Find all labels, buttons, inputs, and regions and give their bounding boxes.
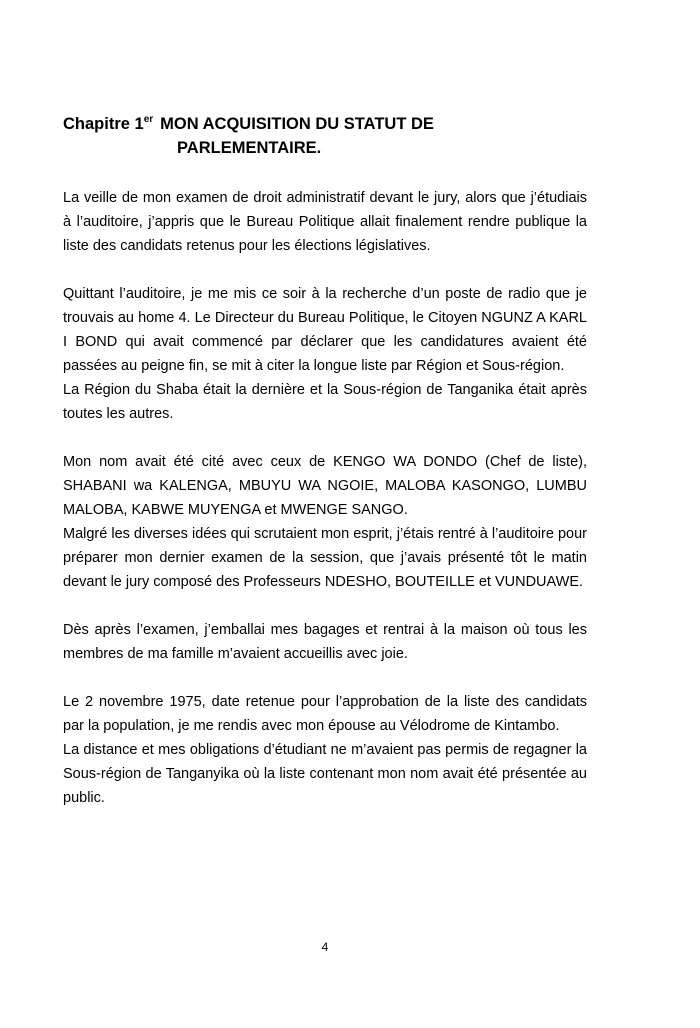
paragraph-1: La veille de mon examen de droit administratif devant le jury, alors que j’étudiais à l’auditoire, j’appris que le Bureau Politique allait finalement rendre publique la liste des candidats retenus pour les élections législatives. — [63, 190, 587, 254]
paragraph-7: Le 2 novembre 1975, date retenue pour l’approbation de la liste des candidats par la population, je me rendis avec mon épouse au Vélodrome de Kintambo. — [63, 694, 587, 734]
chapter-label: Chapitre 1 — [63, 115, 144, 133]
body-text — [63, 186, 587, 810]
paragraph-8: La distance et mes obligations d’étudiant ne m’avaient pas permis de regagner la Sous-région de Tanganyika où la liste contenant mon nom avait été présentée au public. — [63, 742, 587, 806]
page-number: 4 — [321, 940, 329, 954]
chapter-label-superscript: er — [143, 114, 154, 125]
chapter-heading-line1 — [63, 112, 623, 136]
chapter-title-line2: PARLEMENTAIRE. — [177, 139, 322, 157]
chapter-title-line1: MON ACQUISITION DU STATUT DE — [160, 115, 434, 133]
paragraph-4: Mon nom avait été cité avec ceux de KENGO WA DONDO (Chef de liste), SHABANI wa KALENGA, MBUYU WA NGOIE, MALOBA KASONGO, LUMBU MALOBA, KABWE MUYENGA et MWENGE SANGO. — [63, 454, 587, 518]
paragraph-3: La Région du Shaba était la dernière et la Sous-région de Tanganika était après toutes les autres. — [63, 382, 587, 422]
paragraph-6: Dès après l’examen, j’emballai mes bagages et rentrai à la maison où tous les membres de ma famille m’avaient accueillis avec joie. — [63, 622, 587, 662]
chapter-heading — [63, 112, 623, 160]
paragraph-5: Malgré les diverses idées qui scrutaient mon esprit, j’étais rentré à l’auditoire pour préparer mon dernier examen de la session, que j’avais présenté tôt le matin devant le jury composé des Professeurs NDESHO, BOUTEILLE et VUNDUAWE. — [63, 526, 587, 590]
paragraph-2: Quittant l’auditoire, je me mis ce soir à la recherche d’un poste de radio que je trouvais au home 4. Le Directeur du Bureau Politique, le Citoyen NGUNZ A KARL I BOND qui avait commencé par déclarer que les candidatures avaient été passées au peigne fin, se mit à citer la longue liste par Région et Sous-région. — [63, 286, 587, 374]
chapter-heading-line2 — [63, 136, 623, 160]
